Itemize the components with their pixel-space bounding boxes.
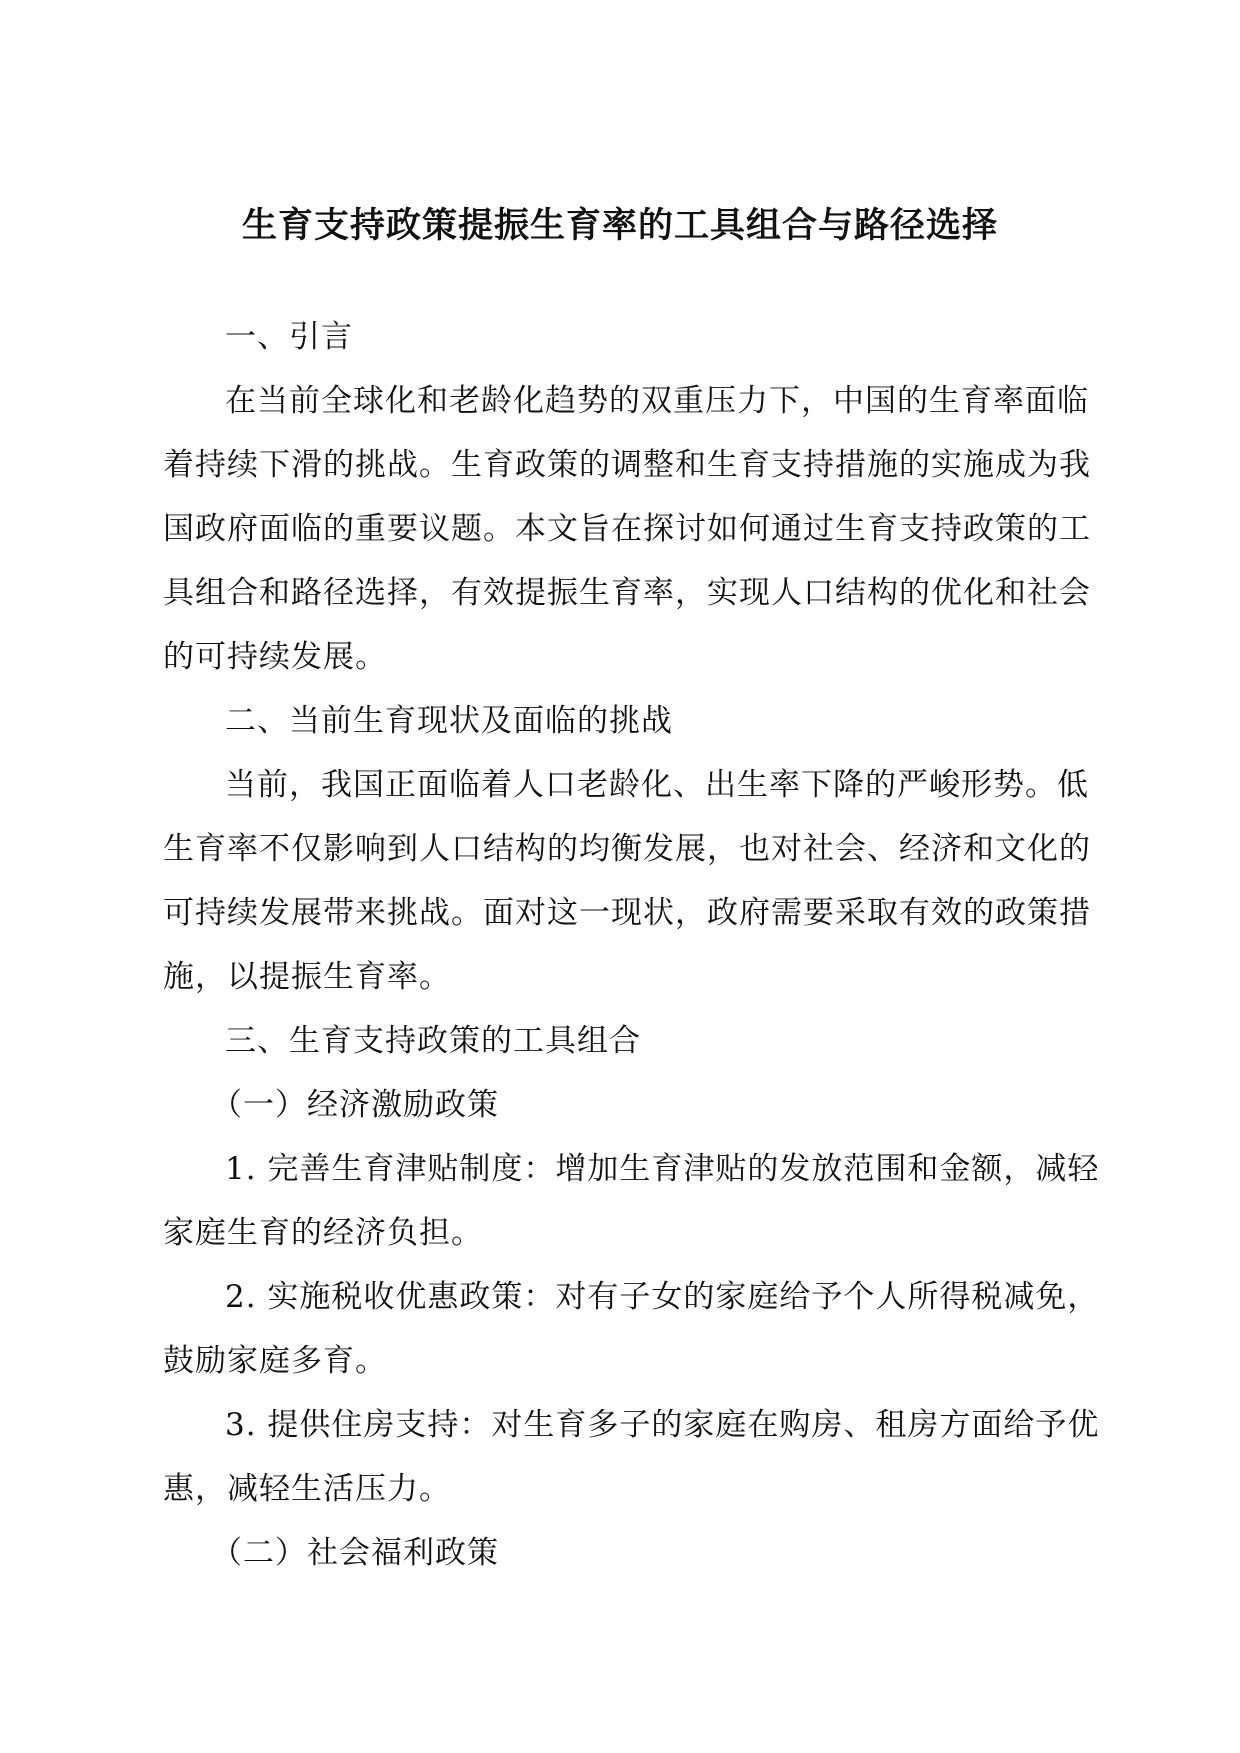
paragraph-introduction: 在当前全球化和老龄化趋势的双重压力下，中国的生育率面临着持续下滑的挑战。生育政策的调整和生育支持措施的实施成为我国政府面临的重要议题。本文旨在探讨如何通过生育支持政策的工具组合和路径选择，有效提振生育率，实现人口结构的优化和社会的可持续发展。 [163,383,1091,675]
section-heading-policy-tools: 三、生育支持政策的工具组合 [225,1023,641,1059]
list-item-maternity-allowance: 1. 完善生育津贴制度：增加生育津贴的发放范围和金额，减轻家庭生育的经济负担。 [163,1151,1100,1251]
paragraph-current-status: 当前，我国正面临着人口老龄化、出生率下降的严峻形势。低生育率不仅影响到人口结构的均衡发展，也对社会、经济和文化的可持续发展带来挑战。面对这一现状，政府需要采取有效的政策措施，以提振生育率。 [163,767,1091,995]
section-heading-introduction: 一、引言 [225,319,353,355]
section-heading-current-status: 二、当前生育现状及面临的挑战 [225,703,673,739]
subsection-heading-economic-incentives: （一）经济激励政策 [211,1087,500,1123]
subsection-heading-social-welfare: （二）社会福利政策 [211,1535,500,1571]
document-body [163,305,1108,1585]
document-title: 生育支持政策提振生育率的工具组合与路径选择 [241,205,998,246]
list-item-tax-incentives: 2. 实施税收优惠政策：对有子女的家庭给予个人所得税减免，鼓励家庭多育。 [163,1279,1100,1379]
list-item-housing-support: 3. 提供住房支持：对生育多子的家庭在购房、租房方面给予优惠，减轻生活压力。 [163,1407,1100,1507]
